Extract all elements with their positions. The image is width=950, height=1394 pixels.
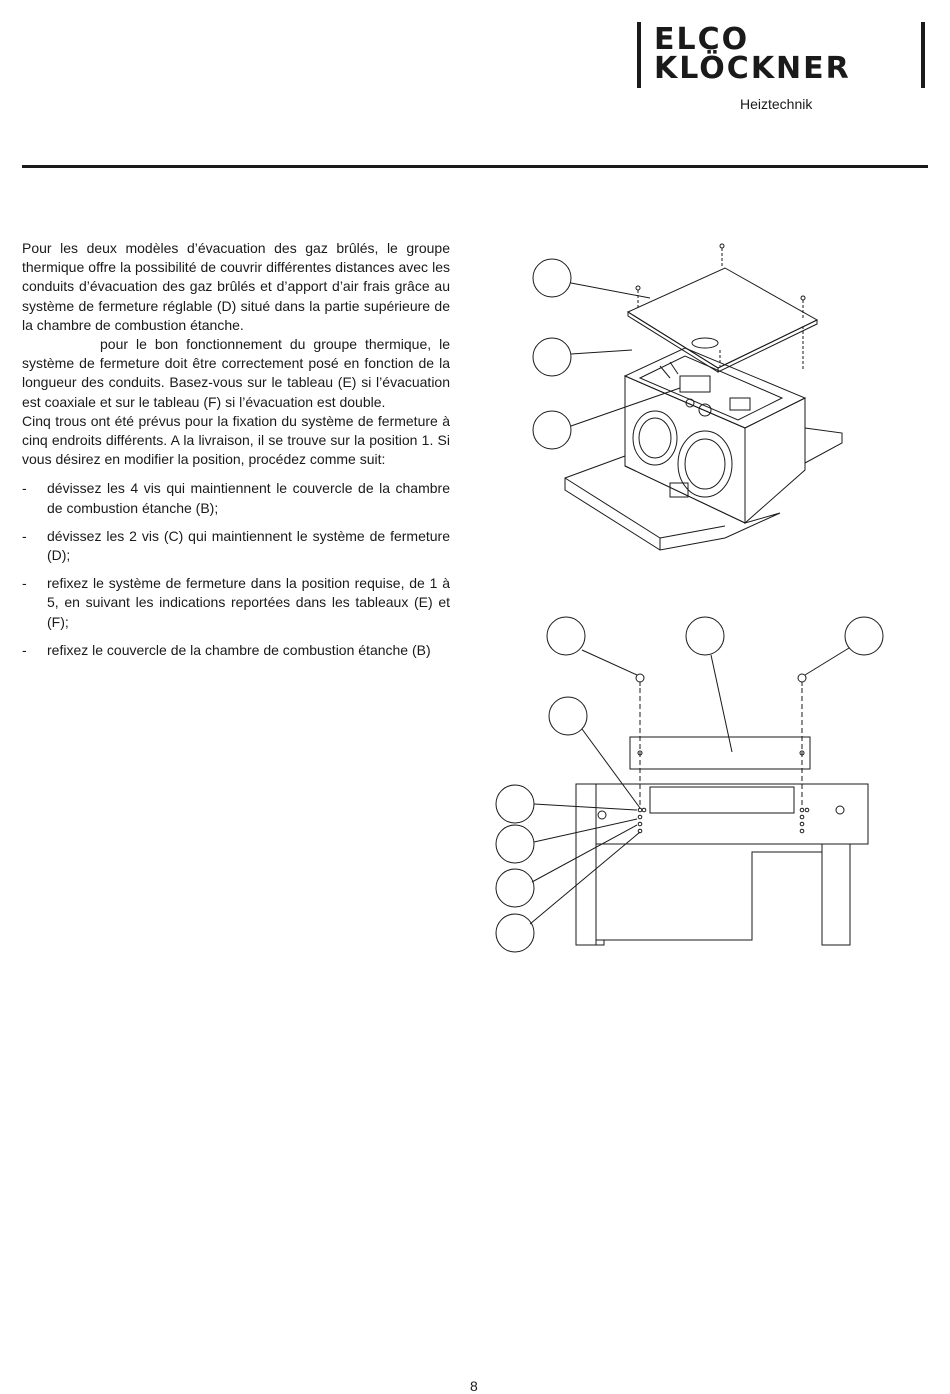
callout-circle bbox=[845, 617, 883, 655]
callout-circle bbox=[533, 338, 571, 376]
callout-circle bbox=[496, 825, 534, 863]
logo-bar-right bbox=[921, 22, 925, 88]
callout-circle bbox=[496, 869, 534, 907]
callout-circle bbox=[496, 914, 534, 952]
logo-bar-left bbox=[637, 22, 641, 88]
instructions-text bbox=[22, 239, 450, 669]
screw-icon bbox=[636, 674, 644, 682]
closure-system bbox=[630, 737, 810, 769]
callout-circle bbox=[533, 259, 571, 297]
callout-circle bbox=[496, 785, 534, 823]
front-view-diagram bbox=[494, 612, 892, 957]
screw-icon bbox=[798, 674, 806, 682]
tagline: Heiztechnik bbox=[740, 96, 813, 112]
logo-text-elco: ELCO bbox=[654, 22, 750, 57]
chamber-front bbox=[576, 784, 868, 945]
chamber-lid bbox=[628, 268, 817, 368]
callout-circle bbox=[686, 617, 724, 655]
callout-circle bbox=[533, 411, 571, 449]
holes-paragraph: Cinq trous ont été prévus pour la fixation du système de fermeture à cinq endroits différents. A la livraison, il se trouve sur la position 1. Si vous désirez en modifier la position, procédez comme suit: bbox=[22, 412, 450, 468]
elco-klockner-logo bbox=[636, 22, 932, 90]
logo-text-klockner: KLÖCKNER bbox=[654, 51, 851, 86]
step-item: - dévissez les 4 vis qui maintiennent le couvercle de la chambre de combustion étanche (B); bbox=[22, 479, 450, 517]
chamber-box-front bbox=[625, 376, 745, 523]
page-number: 8 bbox=[470, 1378, 478, 1394]
intro-paragraph: Pour les deux modèles d’évacuation des gaz brûlés, le groupe thermique offre la possibilité de couvrir différentes distances avec les conduits d’évacuation des gaz brûlés et d’apport d’air frais grâce au système de fermeture réglable (D) situé dans la partie supérieure de la chambre de combustion étanche. bbox=[22, 240, 450, 333]
header-rule bbox=[22, 165, 928, 168]
important-paragraph bbox=[22, 335, 450, 412]
isometric-chamber-diagram bbox=[520, 238, 850, 558]
important-text: pour le bon fonctionnement du groupe thermique, le système de fermeture doit être correctement posé en fonction de la longueur des conduits. Basez-vous sur le tableau (E) si l’évacuation est coaxiale et sur le tableau (F) si l’évacuation est double. bbox=[22, 336, 450, 410]
step-item: - refixez le système de fermeture dans la position requise, de 1 à 5, en suivant les indications reportées dans les tableaux (E) et (F); bbox=[22, 574, 450, 632]
step-item: - dévissez les 2 vis (C) qui maintiennent le système de fermeture (D); bbox=[22, 527, 450, 565]
step-item: - refixez le couvercle de la chambre de combustion étanche (B) bbox=[22, 641, 450, 660]
callout-circle bbox=[549, 697, 587, 735]
callout-circle bbox=[547, 617, 585, 655]
steps-list bbox=[22, 479, 450, 660]
